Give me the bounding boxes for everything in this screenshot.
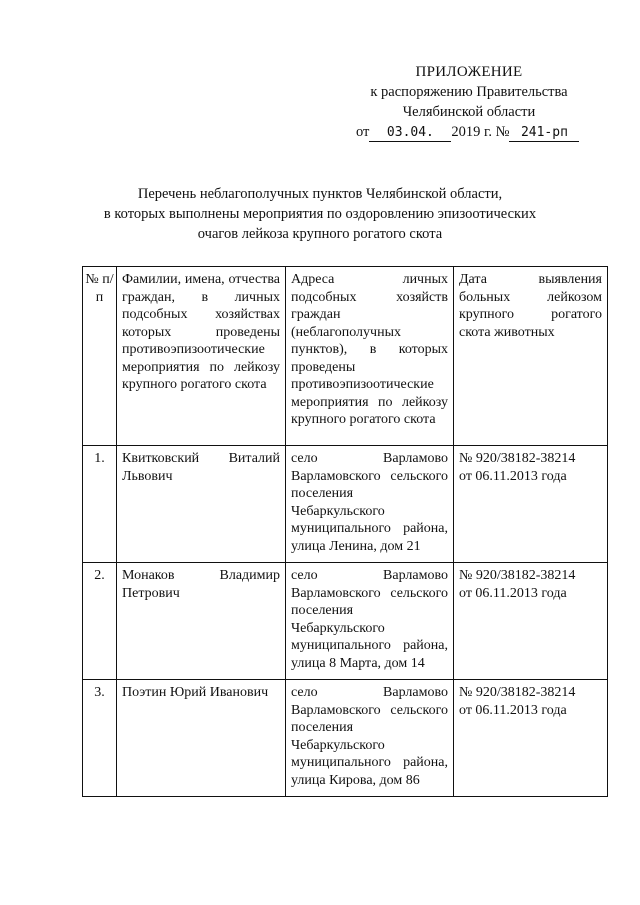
table-header-row	[83, 267, 608, 446]
row-name: Квитковский Виталий Львович	[117, 446, 286, 563]
row-name: Поэтин Юрий Иванович	[117, 680, 286, 797]
row-record-date: от 06.11.2013 года	[459, 468, 567, 484]
row-address: село Варламово Варламовского сельского поселения Чебаркульского муниципального района, улица Кирова, дом 86	[286, 680, 454, 797]
row-number: 3.	[83, 680, 117, 797]
row-record-number: № 920/38182-38214	[459, 685, 576, 700]
row-record-date: от 06.11.2013 года	[459, 585, 567, 601]
annex-title: ПРИЛОЖЕНИЕ	[415, 64, 523, 80]
year-text: 2019 г. №	[451, 124, 510, 140]
title-line-3: очагов лейкоза крупного рогатого скота	[197, 226, 443, 242]
date-value: 03.04.	[369, 124, 451, 142]
annex-date-line	[356, 122, 582, 142]
row-number: 2.	[83, 563, 117, 680]
header-number: № п/п	[83, 267, 117, 446]
header-names: Фамилии, имена, отчества граждан, в личных подсобных хозяйствах которых проведены противоэпизоотические мероприятия по лейкозу крупного рогатого скота	[117, 267, 286, 446]
households-table	[82, 266, 608, 797]
table-row	[83, 446, 608, 563]
table-row	[83, 563, 608, 680]
table-row	[83, 680, 608, 797]
annex-header	[356, 62, 582, 142]
header-date: Дата выявления больных лейкозом крупного рогатого скота животных	[454, 267, 608, 446]
title-line-2: в которых выполнены мероприятия по оздоровлению эпизоотических	[103, 206, 537, 222]
row-number: 1.	[83, 446, 117, 563]
header-address: Адреса личных подсобных хозяйств граждан (неблагополучных пунктов), в которых проведены противоэпизоотические мероприятия по лейкозу крупного рогатого скота	[286, 267, 454, 446]
document-title	[80, 184, 560, 244]
row-date-cell	[454, 680, 608, 797]
row-name: Монаков Владимир Петрович	[117, 563, 286, 680]
row-address: село Варламово Варламовского сельского поселения Чебаркульского муниципального района, улица 8 Марта, дом 14	[286, 563, 454, 680]
row-date-cell	[454, 446, 608, 563]
date-prefix: от	[356, 124, 370, 140]
annex-line-2: Челябинской области	[402, 104, 536, 120]
row-address: село Варламово Варламовского сельского поселения Чебаркульского муниципального района, улица Ленина, дом 21	[286, 446, 454, 563]
number-value: 241-рп	[509, 124, 579, 142]
row-date-cell	[454, 563, 608, 680]
annex-line-1: к распоряжению Правительства	[370, 84, 568, 100]
row-record-number: № 920/38182-38214	[459, 451, 576, 466]
row-record-number: № 920/38182-38214	[459, 568, 576, 583]
row-record-date: от 06.11.2013 года	[459, 702, 567, 718]
title-line-1: Перечень неблагополучных пунктов Челябинской области,	[137, 186, 503, 202]
